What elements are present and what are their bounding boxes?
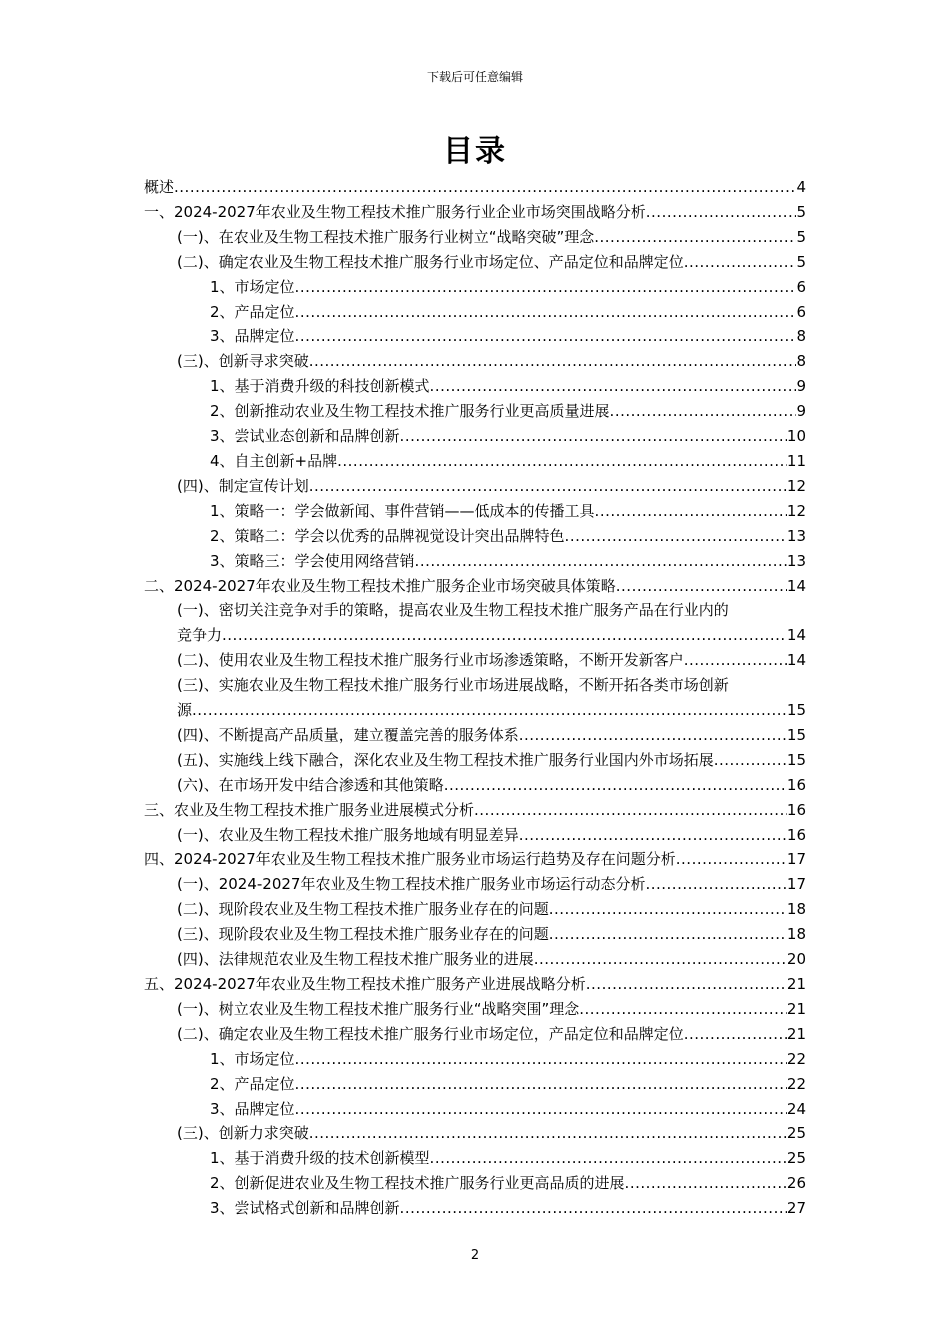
- toc-leader-dots: [309, 474, 787, 499]
- toc-leader-dots: [646, 200, 797, 225]
- toc-entry-label: (四)、法律规范农业及生物工程技术推广服务业的进展: [177, 950, 534, 969]
- toc-leader-dots: [586, 972, 787, 997]
- toc-leader-dots: [192, 698, 787, 723]
- toc-entry-label: 2、策略二：学会以优秀的品牌视觉设计突出品牌特色: [210, 526, 565, 545]
- toc-leader-dots: [595, 499, 787, 524]
- toc-entry-label: 3、尝试业态创新和品牌创新: [210, 427, 400, 446]
- toc-entry-page: 16: [786, 825, 806, 844]
- toc-entry[interactable]: [144, 1022, 806, 1047]
- toc-leader-dots: [430, 374, 797, 399]
- toc-entry[interactable]: [144, 449, 806, 474]
- toc-entry[interactable]: [144, 424, 806, 449]
- toc-entry[interactable]: [144, 300, 806, 325]
- toc-entry[interactable]: [144, 200, 806, 225]
- toc-leader-dots: [309, 1121, 787, 1146]
- toc-entry[interactable]: [144, 374, 806, 399]
- toc-entry-label: 2、创新促进农业及生物工程技术推广服务行业更高品质的进展: [210, 1174, 625, 1193]
- toc-entry-label: (一)、树立农业及生物工程技术推广服务行业“战略突围”理念: [177, 999, 580, 1018]
- toc-leader-dots: [430, 1146, 787, 1171]
- toc-entry-label: (一)、密切关注竞争对手的策略，提高农业及生物工程技术推广服务产品在行业内的: [177, 601, 729, 620]
- toc-entry[interactable]: [144, 549, 806, 574]
- toc-leader-dots: [565, 524, 787, 549]
- toc-entry-label: 1、基于消费升级的技术创新模型: [210, 1149, 430, 1168]
- toc-entry-label: (二)、确定农业及生物工程技术推广服务行业市场定位、产品定位和品牌定位: [177, 252, 684, 271]
- toc-entry-label: 1、策略一：学会做新闻、事件营销——低成本的传播工具: [210, 501, 595, 520]
- toc-leader-dots: [415, 549, 787, 574]
- toc-entry-label: 3、尝试格式创新和品牌创新: [210, 1199, 400, 1218]
- toc-entry-label: 3、品牌定位: [210, 1099, 295, 1118]
- toc-entry-page: 9: [796, 377, 806, 396]
- toc-entry-label: (二)、现阶段农业及生物工程技术推广服务业存在的问题: [177, 900, 549, 919]
- toc-entry-label: 2、产品定位: [210, 302, 295, 321]
- toc-entry-page: 8: [796, 327, 806, 346]
- toc-entry[interactable]: [144, 1146, 806, 1171]
- toc-entry-page: 21: [786, 975, 806, 993]
- toc-entry-label: 1、市场定位: [210, 277, 295, 296]
- toc-entry[interactable]: [144, 574, 806, 599]
- toc-entry-page: 6: [796, 277, 806, 296]
- toc-entry[interactable]: [144, 872, 806, 897]
- toc-leader-dots: [222, 623, 787, 648]
- toc-title: 目录: [443, 134, 507, 169]
- table-of-contents: [144, 175, 806, 1221]
- toc-entry[interactable]: [144, 823, 806, 848]
- toc-entry[interactable]: [144, 1121, 806, 1146]
- toc-leader-dots: [295, 1047, 787, 1072]
- toc-entry-label: (一)、在农业及生物工程技术推广服务行业树立“战略突破”理念: [177, 227, 595, 246]
- toc-entry[interactable]: [144, 1097, 806, 1122]
- toc-entry[interactable]: [144, 175, 806, 200]
- toc-leader-dots: [295, 300, 797, 325]
- toc-entry-label: (二)、确定农业及生物工程技术推广服务行业市场定位，产品定位和品牌定位: [177, 1024, 684, 1043]
- toc-entry-label: 2、产品定位: [210, 1074, 295, 1093]
- toc-entry-label: (五)、实施线上线下融合，深化农业及生物工程技术推广服务行业国内外市场拓展: [177, 750, 714, 769]
- toc-leader-dots: [534, 947, 787, 972]
- toc-entry-page: 4: [796, 178, 806, 196]
- toc-entry-label: 一、2024-2027年农业及生物工程技术推广服务行业企业市场突围战略分析: [144, 202, 646, 221]
- toc-entry-page: 10: [786, 427, 806, 446]
- toc-entry-label: (三)、创新寻求突破: [177, 352, 309, 371]
- toc-entry-label: 1、市场定位: [210, 1049, 295, 1068]
- toc-entry-page: 15: [786, 725, 806, 744]
- toc-leader-dots: [616, 574, 787, 599]
- toc-leader-dots: [579, 997, 787, 1022]
- toc-entry-label: 1、基于消费升级的科技创新模式: [210, 377, 430, 396]
- toc-leader-dots: [519, 723, 787, 748]
- toc-entry-page: 27: [786, 1199, 806, 1218]
- toc-entry[interactable]: [144, 673, 806, 723]
- toc-leader-dots: [295, 324, 797, 349]
- toc-leader-dots: [625, 1171, 787, 1196]
- toc-leader-dots: [610, 399, 797, 424]
- toc-entry[interactable]: [144, 648, 806, 673]
- toc-entry[interactable]: [144, 225, 806, 250]
- toc-entry-page: 14: [786, 626, 806, 645]
- toc-entry-page: 14: [786, 651, 806, 670]
- toc-entry-page: 21: [786, 1024, 806, 1043]
- toc-entry[interactable]: [144, 847, 806, 872]
- toc-entry-label-continued: 源: [177, 701, 193, 720]
- toc-entry[interactable]: [144, 723, 806, 748]
- toc-entry-label: 3、品牌定位: [210, 327, 295, 346]
- toc-entry-page: 17: [786, 875, 806, 894]
- toc-entry-page: 13: [786, 526, 806, 545]
- toc-leader-dots: [714, 748, 787, 773]
- toc-entry-label: 二、2024-2027年农业及生物工程技术推广服务企业市场突破具体策略: [144, 576, 616, 595]
- toc-entry[interactable]: [144, 250, 806, 275]
- toc-leader-dots: [594, 225, 796, 250]
- toc-entry[interactable]: [144, 399, 806, 424]
- toc-entry[interactable]: [144, 349, 806, 374]
- toc-entry[interactable]: [144, 997, 806, 1022]
- toc-leader-dots: [295, 1097, 787, 1122]
- toc-entry[interactable]: [144, 947, 806, 972]
- toc-entry-label: (二)、使用农业及生物工程技术推广服务行业市场渗透策略，不断开发新客户: [177, 651, 684, 670]
- toc-leader-dots: [309, 349, 797, 374]
- toc-entry[interactable]: [144, 474, 806, 499]
- download-note: 下载后可任意编辑: [426, 70, 523, 84]
- toc-entry[interactable]: [144, 1196, 806, 1221]
- toc-entry-page: 12: [786, 476, 806, 495]
- toc-leader-dots: [519, 823, 787, 848]
- toc-entry[interactable]: [144, 798, 806, 823]
- toc-entry-page: 26: [786, 1174, 806, 1193]
- toc-entry-page: 20: [786, 950, 806, 969]
- toc-entry-page: 5: [796, 227, 806, 246]
- toc-entry-page: 18: [786, 925, 806, 944]
- toc-entry-label: 概述: [144, 178, 175, 196]
- toc-entry-page: 25: [786, 1124, 806, 1143]
- toc-entry-page: 8: [796, 352, 806, 371]
- toc-leader-dots: [295, 275, 797, 300]
- toc-entry-label: (四)、制定宣传计划: [177, 476, 309, 495]
- toc-entry-label: (六)、在市场开发中结合渗透和其他策略: [177, 775, 444, 794]
- toc-entry[interactable]: [144, 972, 806, 997]
- toc-entry-page: 16: [786, 775, 806, 794]
- toc-entry[interactable]: [144, 324, 806, 349]
- toc-entry-page: 6: [796, 302, 806, 321]
- toc-entry-label: 4、自主创新+品牌: [210, 451, 338, 470]
- toc-leader-dots: [549, 922, 787, 947]
- toc-entry-page: 15: [786, 750, 806, 769]
- toc-entry-label: (一)、2024-2027年农业及生物工程技术推广服务业市场运行动态分析: [177, 875, 646, 894]
- toc-entry-page: 5: [796, 202, 806, 221]
- toc-entry-label: (一)、农业及生物工程技术推广服务地域有明显差异: [177, 825, 519, 844]
- toc-entry-page: 9: [796, 402, 806, 421]
- toc-entry-page: 21: [786, 999, 806, 1018]
- page-number: 2: [470, 1248, 480, 1263]
- toc-entry[interactable]: [144, 275, 806, 300]
- toc-entry[interactable]: [144, 773, 806, 798]
- toc-entry-page: 17: [786, 850, 806, 869]
- toc-entry[interactable]: [144, 598, 806, 648]
- toc-entry-label: 2、创新推动农业及生物工程技术推广服务行业更高质量进展: [210, 402, 610, 421]
- toc-entry[interactable]: [144, 922, 806, 947]
- toc-leader-dots: [474, 798, 787, 823]
- toc-entry-label: (三)、现阶段农业及生物工程技术推广服务业存在的问题: [177, 925, 549, 944]
- toc-leader-dots: [400, 424, 787, 449]
- toc-entry-page: 22: [786, 1074, 806, 1093]
- toc-leader-dots: [400, 1196, 787, 1221]
- toc-leader-dots: [676, 847, 787, 872]
- toc-entry-page: 13: [786, 551, 806, 570]
- toc-entry[interactable]: [144, 524, 806, 549]
- toc-entry-page: 25: [786, 1149, 806, 1168]
- toc-entry[interactable]: [144, 1072, 806, 1097]
- toc-entry[interactable]: [144, 1171, 806, 1196]
- toc-entry[interactable]: [144, 897, 806, 922]
- toc-leader-dots: [645, 872, 786, 897]
- toc-entry-label: 3、策略三：学会使用网络营销: [210, 551, 415, 570]
- toc-entry-label: 五、2024-2027年农业及生物工程技术推广服务产业进展战略分析: [144, 975, 586, 993]
- toc-entry-page: 14: [786, 576, 806, 595]
- toc-leader-dots: [337, 449, 787, 474]
- toc-leader-dots: [684, 648, 787, 673]
- toc-leader-dots: [684, 1022, 787, 1047]
- toc-entry-page: 11: [786, 451, 806, 470]
- toc-entry[interactable]: [144, 748, 806, 773]
- toc-leader-dots: [295, 1072, 787, 1097]
- toc-entry-page: 15: [786, 701, 806, 720]
- toc-entry[interactable]: [144, 499, 806, 524]
- toc-leader-dots: [684, 250, 797, 275]
- toc-entry-page: 5: [796, 252, 806, 271]
- toc-entry-label-continued: 竞争力: [177, 626, 223, 645]
- toc-entry-label: 三、农业及生物工程技术推广服务业进展模式分析: [144, 800, 475, 819]
- toc-leader-dots: [174, 175, 796, 200]
- toc-entry-label: 四、2024-2027年农业及生物工程技术推广服务业市场运行趋势及存在问题分析: [144, 850, 676, 869]
- toc-entry-page: 18: [786, 900, 806, 919]
- toc-entry-page: 16: [786, 800, 806, 819]
- toc-leader-dots: [444, 773, 787, 798]
- toc-entry-page: 12: [786, 501, 806, 520]
- toc-entry-label: (三)、创新力求突破: [177, 1124, 309, 1143]
- toc-entry-page: 22: [786, 1049, 806, 1068]
- toc-entry-label: (三)、实施农业及生物工程技术推广服务行业市场进展战略，不断开拓各类市场创新: [177, 676, 729, 695]
- toc-entry[interactable]: [144, 1047, 806, 1072]
- toc-entry-page: 24: [786, 1099, 806, 1118]
- toc-leader-dots: [549, 897, 787, 922]
- toc-entry-label: (四)、不断提高产品质量，建立覆盖完善的服务体系: [177, 725, 519, 744]
